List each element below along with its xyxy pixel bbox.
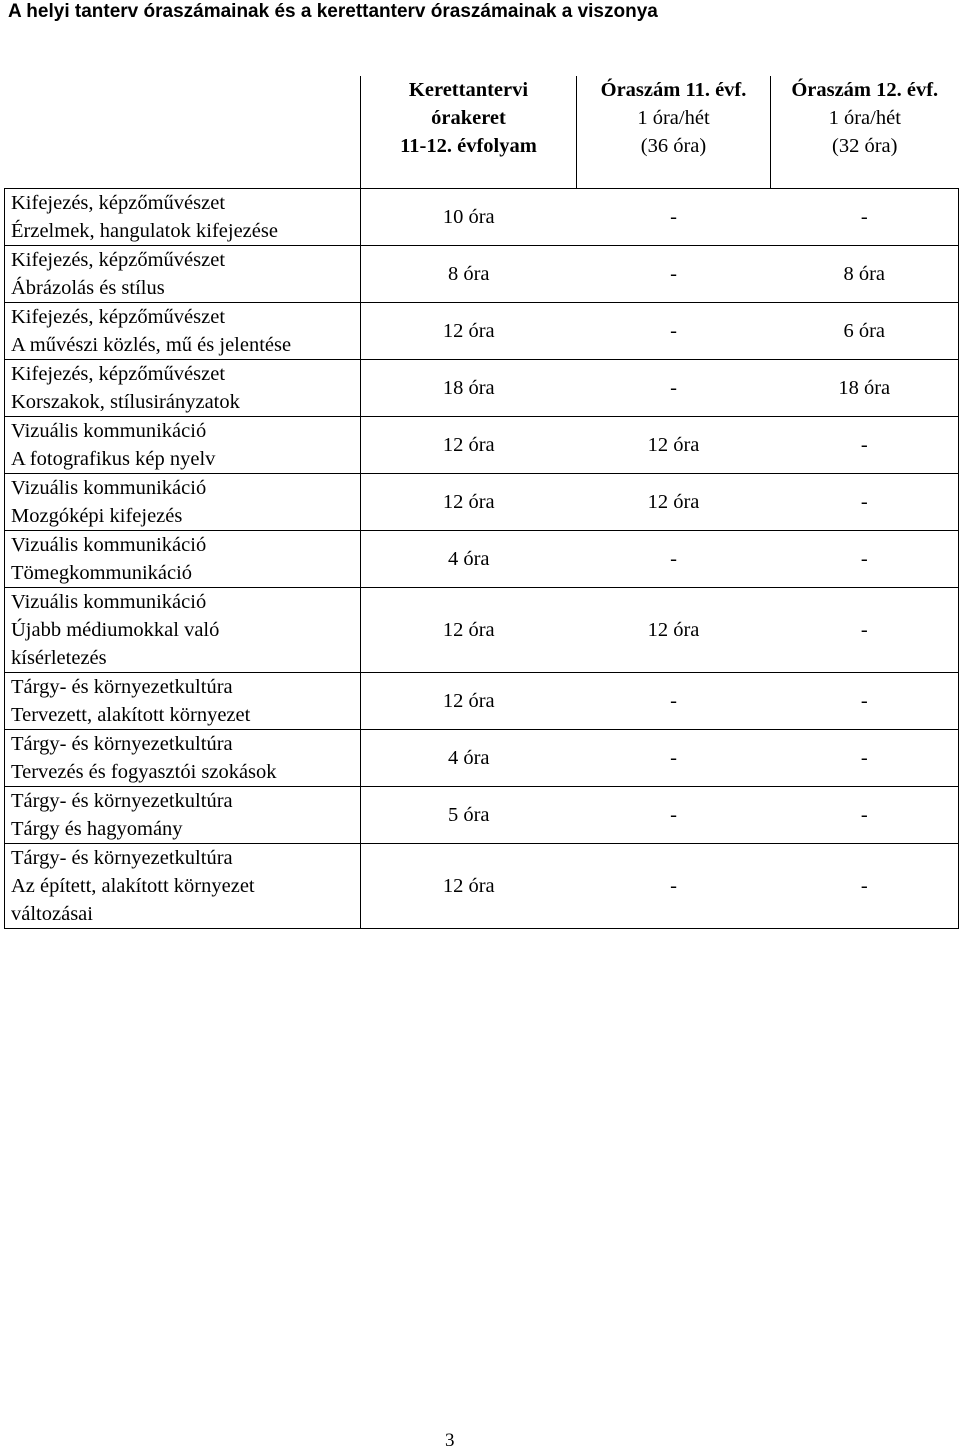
y11-hours: -	[577, 245, 771, 302]
y11-hours: -	[577, 786, 771, 843]
area-label: Vizuális kommunikáció	[11, 590, 207, 613]
topic-label-continued: kísérletezés	[11, 646, 107, 669]
frame-hours: 8 óra	[361, 245, 577, 302]
table-row	[5, 245, 959, 302]
table-row	[5, 530, 959, 587]
frame-hours: 12 óra	[361, 416, 577, 473]
topic-label: Újabb médiumokkal való	[11, 618, 220, 641]
topic-cell	[5, 245, 361, 302]
topic-label: Tervezés és fogyasztói szokások	[11, 760, 277, 783]
frame-hours: 12 óra	[361, 473, 577, 530]
topic-label: Ábrázolás és stílus	[11, 276, 165, 299]
topic-cell	[5, 359, 361, 416]
y12-hours: 18 óra	[771, 359, 959, 416]
y12-hours: 6 óra	[771, 302, 959, 359]
area-label: Kifejezés, képzőművészet	[11, 305, 226, 328]
topic-label-continued: változásai	[11, 902, 93, 925]
topic-cell	[5, 188, 361, 245]
area-label: Kifejezés, képzőművészet	[11, 248, 226, 271]
frame-hours: 12 óra	[361, 302, 577, 359]
topic-cell	[5, 302, 361, 359]
table-row	[5, 416, 959, 473]
frame-hours: 12 óra	[361, 587, 577, 672]
topic-cell	[5, 473, 361, 530]
table-row	[5, 729, 959, 786]
y12-hours: -	[771, 587, 959, 672]
y12-hours: -	[771, 473, 959, 530]
header-frame-grade: 11-12. évfolyam	[400, 135, 537, 157]
header-y12-total: (32 óra)	[832, 135, 898, 157]
y11-hours: -	[577, 729, 771, 786]
table-row	[5, 672, 959, 729]
page-title: A helyi tanterv óraszámainak és a kerettanterv óraszámainak a viszonya	[8, 1, 658, 22]
header-y12-cell	[771, 76, 959, 188]
y12-hours: -	[771, 416, 959, 473]
topic-label: Érzelmek, hangulatok kifejezése	[11, 219, 278, 242]
header-frame-cell	[361, 76, 577, 188]
y11-hours: -	[577, 302, 771, 359]
y11-hours: -	[577, 359, 771, 416]
area-label: Tárgy- és környezetkultúra	[11, 846, 233, 869]
header-y11-cell	[577, 76, 771, 188]
y11-hours: -	[577, 188, 771, 245]
table-header-row	[5, 76, 959, 188]
frame-hours: 18 óra	[361, 359, 577, 416]
frame-hours: 4 óra	[361, 530, 577, 587]
topic-label: Tömegkommunikáció	[11, 561, 193, 584]
y11-hours: 12 óra	[577, 416, 771, 473]
topic-label: A fotografikus kép nyelv	[11, 447, 216, 470]
topic-label: Tervezett, alakított környezet	[11, 703, 251, 726]
header-topic-cell	[5, 76, 361, 188]
topic-label: Az épített, alakított környezet	[11, 874, 255, 897]
table-row	[5, 786, 959, 843]
y11-hours: 12 óra	[577, 473, 771, 530]
area-label: Tárgy- és környezetkultúra	[11, 732, 233, 755]
y12-hours: -	[771, 729, 959, 786]
topic-cell	[5, 786, 361, 843]
topic-cell	[5, 729, 361, 786]
y11-hours: -	[577, 530, 771, 587]
y12-hours: -	[771, 672, 959, 729]
table-row	[5, 302, 959, 359]
area-label: Vizuális kommunikáció	[11, 476, 207, 499]
y11-hours: 12 óra	[577, 587, 771, 672]
topic-cell	[5, 416, 361, 473]
header-y11-total: (36 óra)	[640, 135, 707, 157]
header-frame-title: Kerettantervi órakeret	[408, 79, 529, 129]
header-y11-weekly: 1 óra/hét	[637, 107, 710, 129]
area-label: Kifejezés, képzőművészet	[11, 362, 226, 385]
topic-cell	[5, 530, 361, 587]
header-y12-weekly: 1 óra/hét	[828, 107, 901, 129]
area-label: Vizuális kommunikáció	[11, 419, 207, 442]
topic-cell	[5, 587, 361, 672]
y11-hours: -	[577, 843, 771, 928]
topic-cell	[5, 843, 361, 928]
area-label: Vizuális kommunikáció	[11, 533, 207, 556]
frame-hours: 12 óra	[361, 672, 577, 729]
frame-hours: 10 óra	[361, 188, 577, 245]
topic-label: A művészi közlés, mű és jelentése	[11, 333, 292, 356]
y12-hours: -	[771, 843, 959, 928]
table-row	[5, 843, 959, 928]
y11-hours: -	[577, 672, 771, 729]
area-label: Tárgy- és környezetkultúra	[11, 789, 233, 812]
table-row	[5, 359, 959, 416]
table-row	[5, 587, 959, 672]
area-label: Tárgy- és környezetkultúra	[11, 675, 233, 698]
frame-hours: 12 óra	[361, 843, 577, 928]
hours-table	[4, 76, 959, 929]
topic-label: Mozgóképi kifejezés	[11, 504, 183, 527]
header-y11-title: Óraszám 11. évf.	[600, 79, 747, 101]
topic-label: Tárgy és hagyomány	[11, 817, 183, 840]
header-y12-title: Óraszám 12. évf.	[791, 79, 939, 101]
y12-hours: -	[771, 786, 959, 843]
frame-hours: 5 óra	[361, 786, 577, 843]
y12-hours: -	[771, 188, 959, 245]
y12-hours: 8 óra	[771, 245, 959, 302]
y12-hours: -	[771, 530, 959, 587]
frame-hours: 4 óra	[361, 729, 577, 786]
topic-cell	[5, 672, 361, 729]
page-number: 3	[445, 1430, 455, 1451]
table-row	[5, 188, 959, 245]
table-row	[5, 473, 959, 530]
area-label: Kifejezés, képzőművészet	[11, 191, 226, 214]
topic-label: Korszakok, stílusirányzatok	[11, 390, 240, 413]
